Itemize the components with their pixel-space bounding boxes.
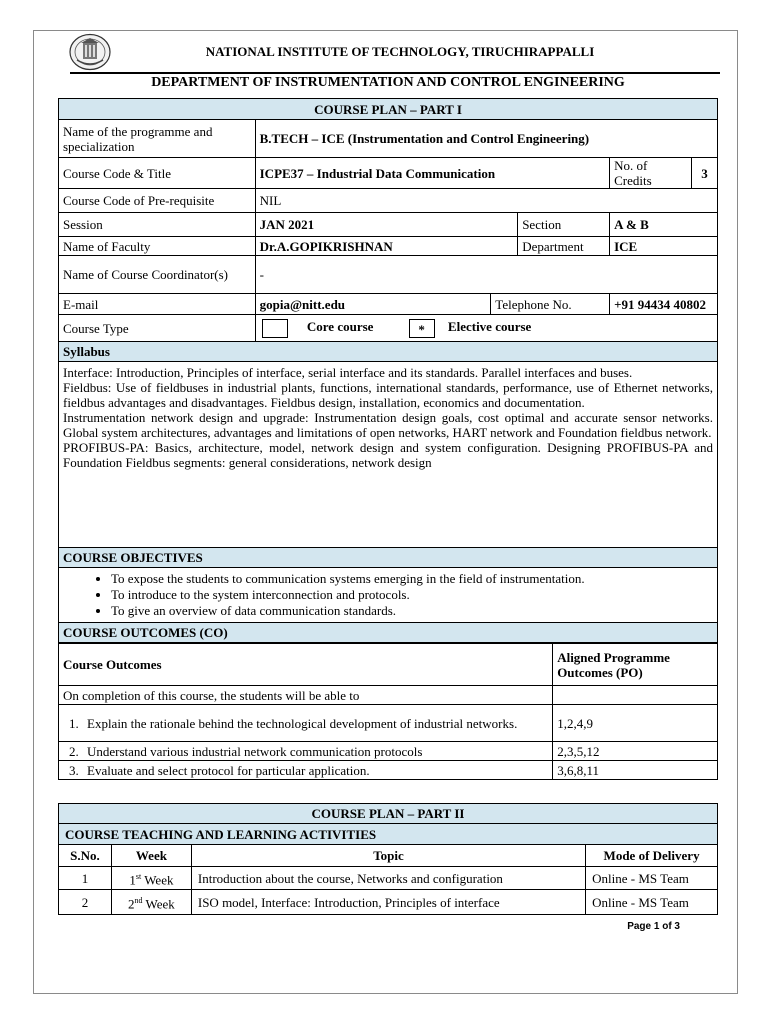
prereq-value: NIL (255, 189, 717, 213)
outcome-text: Evaluate and select protocol for particular application. (87, 762, 370, 778)
syllabus-paragraph: PROFIBUS-PA: Basics, architecture, model, network design and system configuration. Designing PROFIBUS-PA and Foundation Fieldbus segments: general considerations, network design (63, 440, 713, 470)
part2-subtitle: COURSE TEACHING AND LEARNING ACTIVITIES (59, 824, 718, 845)
outcomes-intro-po (553, 686, 718, 705)
objective-item: • To give an overview of data communication standards. (111, 603, 713, 619)
elective-course-checkbox[interactable]: * (409, 319, 435, 338)
outcome-po: 3,6,8,11 (553, 761, 718, 780)
telephone-value: +91 94434 40802 (610, 294, 718, 315)
programme-label: Name of the programme and specialization (59, 120, 256, 158)
outcome-number: 2. (69, 743, 79, 759)
objectives-heading: COURSE OBJECTIVES (59, 548, 718, 568)
faculty-value: Dr.A.GOPIKRISHNAN (255, 237, 518, 256)
section-value: A & B (610, 213, 718, 237)
mode-column-header: Mode of Delivery (586, 845, 718, 867)
po-column-header: Aligned Programme Outcomes (PO) (553, 644, 718, 686)
outcome-text: Understand various industrial network communication protocols (87, 743, 423, 759)
topic-column-header: Topic (191, 845, 585, 867)
faculty-label: Name of Faculty (59, 237, 256, 256)
activity-week (111, 867, 191, 890)
activity-topic: Introduction about the course, Networks and configuration (191, 867, 585, 890)
outcome-po: 2,3,5,12 (553, 742, 718, 761)
credits-label: No. of Credits (610, 158, 692, 189)
syllabus-paragraph: Instrumentation network design and upgrade: Instrumentation design goals, cost optimal and accurate sensor networks. Global system architectures, advantages and limitations of open networks, HART network and Foundation fieldbus network. (63, 410, 713, 440)
coordinator-value: - (255, 256, 717, 294)
coordinator-label: Name of Course Coordinator(s) (59, 256, 256, 294)
programme-value: B.TECH – ICE (Instrumentation and Control Engineering) (255, 120, 717, 158)
session-label: Session (59, 213, 256, 237)
week-word: Week (141, 872, 174, 888)
activity-week (111, 890, 191, 915)
prereq-label: Course Code of Pre-requisite (59, 189, 256, 213)
outcome-row (59, 742, 553, 761)
outcome-po: 1,2,4,9 (553, 705, 718, 742)
week-suffix: nd (134, 895, 143, 905)
activity-mode: Online - MS Team (586, 890, 718, 915)
email-value: gopia@nitt.edu (255, 294, 491, 315)
objectives-list-cell (59, 568, 718, 623)
course-code-label: Course Code & Title (59, 158, 256, 189)
email-label: E-mail (59, 294, 256, 315)
session-value: JAN 2021 (255, 213, 518, 237)
elective-course-label: Elective course (447, 318, 532, 334)
core-course-label: Core course (306, 318, 374, 334)
outcome-row (59, 705, 553, 742)
outcome-number: 1. (69, 715, 79, 731)
part1-title: COURSE PLAN – PART I (59, 99, 718, 120)
outcomes-heading: COURSE OUTCOMES (CO) (59, 623, 718, 643)
telephone-label: Telephone No. (491, 294, 610, 315)
sno-column-header: S.No. (59, 845, 112, 867)
week-word: Week (142, 896, 175, 912)
syllabus-content (59, 362, 718, 548)
week-suffix: st (135, 871, 142, 881)
course-plan-part1-table (58, 98, 718, 643)
outcome-row (59, 761, 553, 780)
syllabus-heading: Syllabus (59, 342, 718, 362)
header-rule (70, 72, 720, 74)
objective-item: • To expose the students to communication systems emerging in the field of instrumentation. (111, 571, 713, 587)
course-type-label: Course Type (59, 315, 256, 342)
activity-topic: ISO model, Interface: Introduction, Principles of interface (191, 890, 585, 915)
objectives-list (63, 571, 713, 619)
activity-sno: 1 (59, 867, 112, 890)
section-label: Section (518, 213, 610, 237)
week-number: 2 (128, 896, 135, 912)
core-course-checkbox[interactable] (262, 319, 288, 338)
week-column-header: Week (111, 845, 191, 867)
syllabus-paragraph: Interface: Introduction, Principles of interface, serial interface and its standards. Parallel interfaces and buses. (63, 365, 633, 380)
part2-title: COURSE PLAN – PART II (59, 804, 718, 824)
department-name: DEPARTMENT OF INSTRUMENTATION AND CONTROL ENGINEERING (151, 75, 625, 90)
credits-value: 3 (691, 158, 717, 189)
institute-name: NATIONAL INSTITUTE OF TECHNOLOGY, TIRUCHIRAPPALLI (205, 44, 595, 59)
week-number: 1 (129, 872, 136, 888)
department-value: ICE (610, 237, 718, 256)
course-code-value: ICPE37 – Industrial Data Communication (255, 158, 609, 189)
department-label: Department (518, 237, 610, 256)
activity-sno: 2 (59, 890, 112, 915)
course-type-options (255, 315, 717, 342)
page-number: Page 1 of 3 (627, 921, 680, 932)
objective-item: • To introduce to the system interconnection and protocols. (111, 587, 713, 603)
outcomes-column-header: Course Outcomes (59, 644, 553, 686)
nit-trichy-logo-icon (68, 33, 112, 71)
syllabus-paragraph: Fieldbus: Use of fieldbuses in industrial plants, functions, international standards, performance, use of Ethernet networks, fieldbus advantages and disadvantages. Fieldbus design, installation, economics and documentation. (63, 380, 713, 410)
course-plan-part2-table (58, 803, 718, 915)
outcomes-intro: On completion of this course, the students will be able to (59, 686, 553, 705)
outcome-number: 3. (69, 762, 79, 778)
activity-mode: Online - MS Team (586, 867, 718, 890)
outcome-text: Explain the rationale behind the technological development of industrial networks. (87, 715, 518, 731)
course-outcomes-table (58, 643, 718, 780)
